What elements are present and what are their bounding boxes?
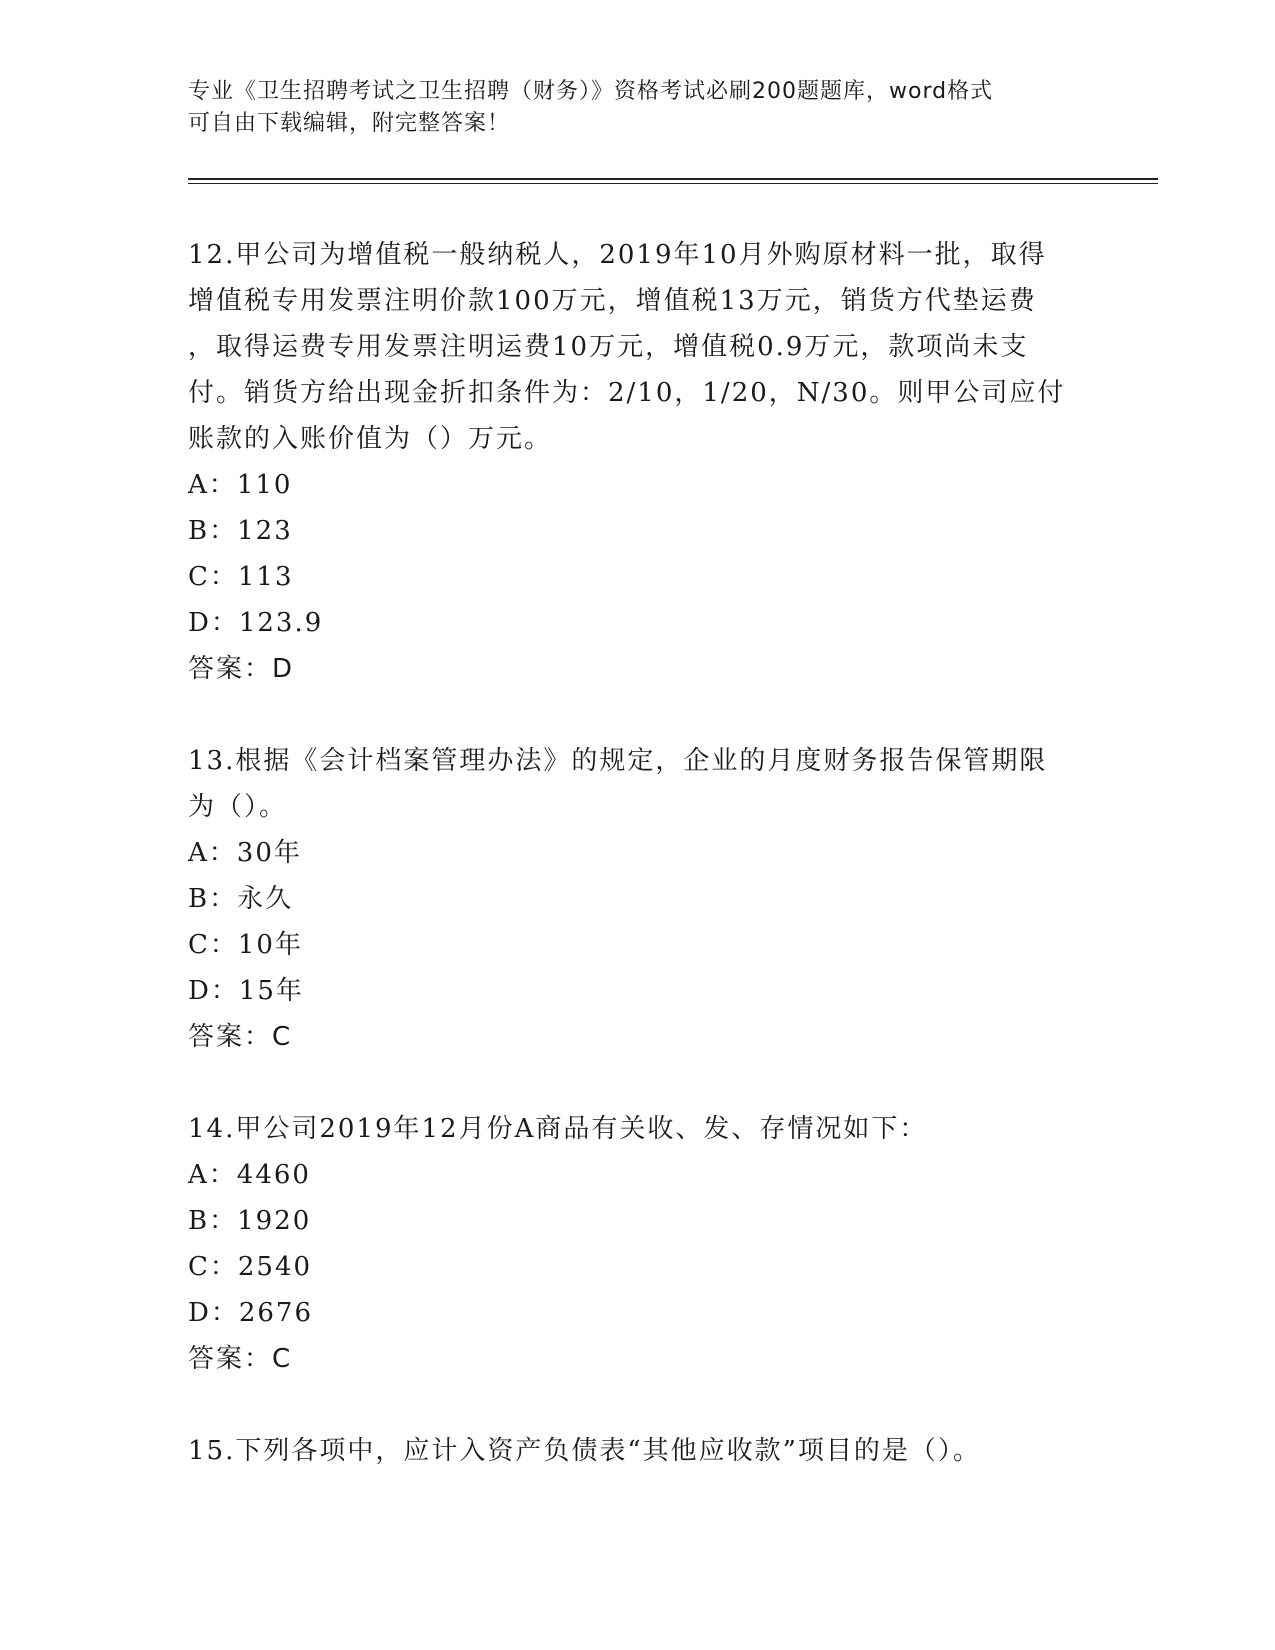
option-c: C：2540 <box>188 1252 313 1282</box>
option-d: D：123.9 <box>188 608 324 638</box>
document-header <box>188 76 1068 140</box>
option-d: D：15年 <box>188 976 304 1006</box>
question-stem-line: 增值税专用发票注明价款100万元，增值税13万元，销货方代垫运费 <box>188 286 1037 316</box>
answer-line: 答案：C <box>188 1344 293 1374</box>
question-stem-line: 为（）。 <box>188 792 288 822</box>
option-c: C：113 <box>188 562 294 592</box>
question-14 <box>188 1106 1068 1382</box>
option-a: A：30年 <box>188 838 302 868</box>
question-stem-line: 付。销货方给出现金折扣条件为：2/10，1/20，N/30。则甲公司应付 <box>188 378 1066 408</box>
question-12 <box>188 232 1068 692</box>
question-list <box>188 232 1068 1474</box>
question-stem-line: 12.甲公司为增值税一般纳税人，2019年10月外购原材料一批，取得 <box>188 240 1047 270</box>
option-b: B：永久 <box>188 884 294 914</box>
header-line-1: 专业《卫生招聘考试之卫生招聘（财务）》资格考试必刷200题题库，word格式 <box>188 79 994 104</box>
question-stem-line: 15.下列各项中，应计入资产负债表“其他应收款”项目的是（）。 <box>188 1436 981 1466</box>
option-d: D：2676 <box>188 1298 314 1328</box>
answer-line: 答案：C <box>188 1022 293 1052</box>
question-stem-line: 账款的入账价值为（）万元。 <box>188 424 553 454</box>
question-stem-line: 13.根据《会计档案管理办法》的规定，企业的月度财务报告保管期限 <box>188 746 1048 776</box>
question-spacer <box>188 692 1068 738</box>
option-c: C：10年 <box>188 930 303 960</box>
option-b: B：1920 <box>188 1206 312 1236</box>
question-13 <box>188 738 1068 1060</box>
question-spacer <box>188 1382 1068 1428</box>
option-a: A：4460 <box>188 1160 311 1190</box>
answer-line: 答案：D <box>188 654 295 684</box>
question-15 <box>188 1428 1068 1474</box>
option-b: B：123 <box>188 516 293 546</box>
header-divider-thin <box>188 183 1158 184</box>
header-divider-thick <box>188 178 1158 180</box>
question-stem-line: 14.甲公司2019年12月份A商品有关收、发、存情况如下： <box>188 1114 928 1144</box>
header-line-2: 可自由下载编辑，附完整答案！ <box>188 111 511 136</box>
option-a: A：110 <box>188 470 293 500</box>
question-stem-line: ，取得运费专用发票注明运费10万元，增值税0.9万元，款项尚未支 <box>188 332 1029 362</box>
question-spacer <box>188 1060 1068 1106</box>
